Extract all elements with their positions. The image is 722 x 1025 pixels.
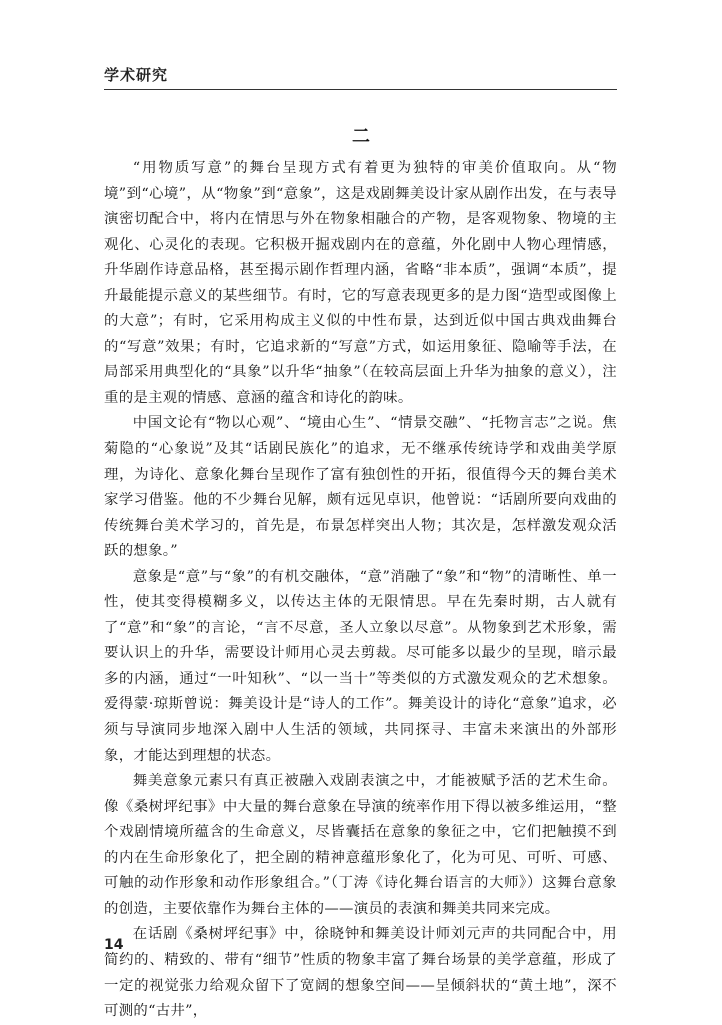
paragraph-3: 意象是“意”与“象”的有机交融体，“意”消融了“象”和“物”的清晰性、单一性，使其变得模糊多义，以传达主体的无限情思。早在先秦时期，古人就有了“意”和“象”的言论，“言不尽意，圣人立象以尽意”。从物象到艺术形象，需要认识上的升华，需要设计师用心灵去剪裁。尽可能多以最少的呈现，暗示最多的内涵，通过“一叶知秋”、“以一当十”等类似的方式激发观众的艺术想象。爱得蒙·琼斯曾说：舞美设计是“诗人的工作”。舞美设计的诗化“意象”追求，必须与导演同步地深入剧中人生活的领域，共同探寻、丰富未来演出的外部形象，才能达到理想的状态。 <box>104 568 617 764</box>
paragraph-5: 在话剧《桑树坪纪事》中，徐晓钟和舞美设计师刘元声的共同配合中，用简约的、精致的、带有“细节”性质的物象丰富了舞台场景的美学意蕴，形成了一定的视觉张力给观众留下了宽阔的想象空间——呈倾斜状的“黄土地”，深不可测的“古井”， <box>104 926 617 1020</box>
section-number: 二 <box>352 126 370 147</box>
header-rule <box>104 89 617 90</box>
page-number: 14 <box>104 937 124 953</box>
running-head: 学术研究 <box>104 66 169 84</box>
paragraph-4: 舞美意象元素只有真正被融入戏剧表演之中，才能被赋予活的艺术生命。像《桑树坪纪事》中大量的舞台意象在导演的统率作用下得以被多维运用，“整个戏剧情境所蕴含的生命意义，尽皆囊括在意象的象征之中，它们把触摸不到的内在生命形象化了，把全剧的精神意蕴形象化了，化为可见、可听、可感、可触的动作形象和动作形象组合。”（丁涛《诗化舞台语言的大师》）这舞台意象的创造，主要依靠作为舞台主体的——演员的表演和舞美共同来完成。 <box>104 773 617 917</box>
body-text <box>104 156 617 1025</box>
paragraph-2: 中国文论有“物以心观”、“境由心生”、“情景交融”、“托物言志”之说。焦菊隐的“心象说”及其“话剧民族化”的追求，无不继承传统诗学和戏曲美学原理，为诗化、意象化舞台呈现作了富有独创性的开拓，很值得今天的舞台美术家学习借鉴。他的不少舞台见解，颇有远见卓识，他曾说：“话剧所要向戏曲的传统舞台美术学习的，首先是，布景怎样突出人物；其次是，怎样激发观众活跃的想象。” <box>104 415 617 560</box>
paragraph-1: “用物质写意”的舞台呈现方式有着更为独特的审美价值取向。从“物境”到“心境”，从“物象”到“意象”，这是戏剧舞美设计家从剧作出发，在与表导演密切配合中，将内在情思与外在物象相融合的产物，是客观物象、物境的主观化、心灵化的表现。它积极开掘戏剧内在的意蕴，外化剧中人物心理情感，升华剧作诗意品格，甚至揭示剧作哲理内涵，省略“非本质”，强调“本质”，提升最能提示意义的某些细节。有时，它的写意表现更多的是力图“造型或图像上的大意”；有时，它采用构成主义似的中性布景，达到近似中国古典戏曲舞台的“写意”效果；有时，它追求新的“写意”方式，如运用象征、隐喻等手法，在局部采用典型化的“具象”以升华“抽象”（在较高层面上升华为抽象的意义），注重的是主观的情感、意涵的蕴含和诗化的韵味。 <box>104 160 617 406</box>
